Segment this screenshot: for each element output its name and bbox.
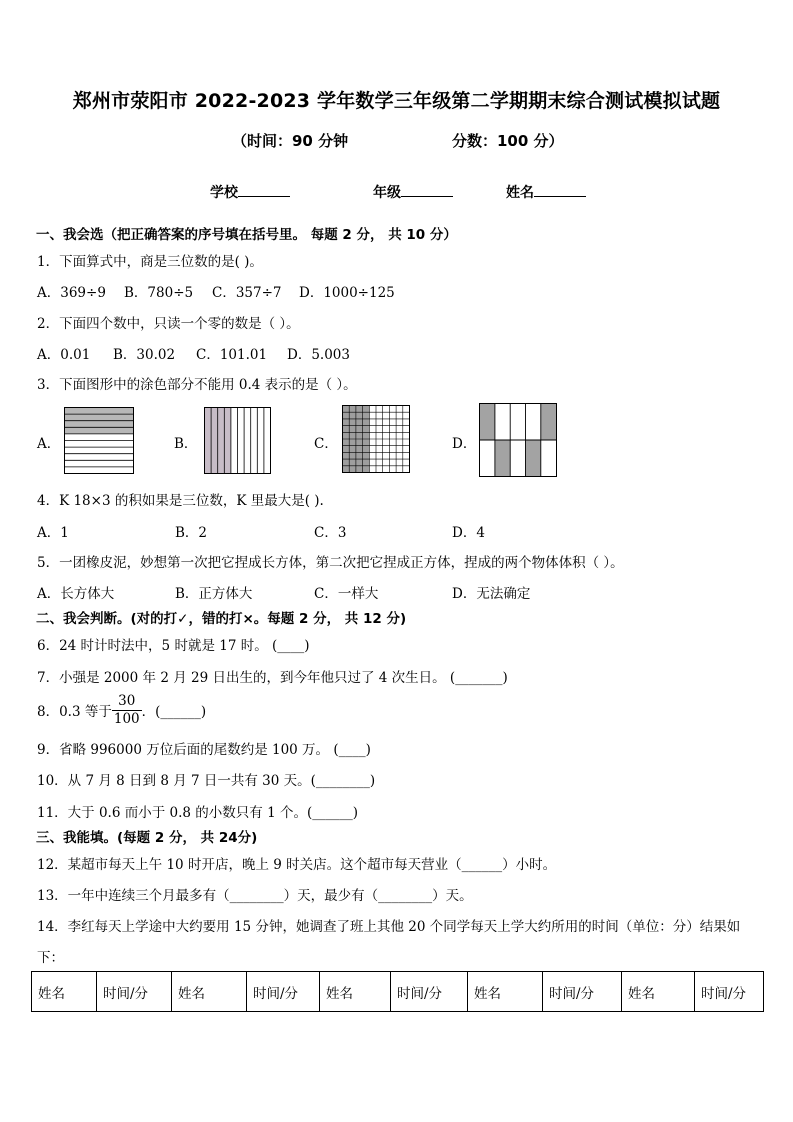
q8-numerator: 30 bbox=[112, 693, 142, 711]
question-4: 4．K 18×3 的积如果是三位数，K 里最大是( ). bbox=[37, 493, 324, 509]
section-3-heading: 三、我能填。(每题 2 分， 共 24分) bbox=[36, 830, 258, 846]
table-header-cell: 姓名 bbox=[32, 972, 97, 1012]
table-header-cell: 时间/分 bbox=[247, 972, 320, 1012]
section-1-heading: 一、我会选（把正确答案的序号填在括号里。 每题 2 分， 共 10 分） bbox=[36, 227, 457, 243]
question-13: 13．一年中连续三个月最多有（________）天，最少有（________）天。 bbox=[37, 888, 473, 904]
survey-table bbox=[31, 971, 764, 1012]
question-11: 11．大于 0.6 而小于 0.8 的小数只有 1 个。(______) bbox=[37, 805, 358, 821]
q1-option-b: B．780÷5 bbox=[124, 285, 194, 301]
table-header-cell: 时间/分 bbox=[695, 972, 764, 1012]
school-blank bbox=[238, 182, 290, 197]
school-field bbox=[210, 182, 290, 202]
question-1: 1．下面算式中，商是三位数的是( )。 bbox=[37, 254, 263, 270]
table-header-cell: 时间/分 bbox=[97, 972, 172, 1012]
grade-blank bbox=[401, 182, 453, 197]
question-3: 3．下面图形中的涂色部分不能用 0.4 表示的是（ ）。 bbox=[37, 377, 357, 393]
q1-option-a: A．369÷9 bbox=[37, 285, 106, 301]
name-blank bbox=[534, 182, 586, 197]
grade-field bbox=[373, 182, 453, 202]
grade-label: 年级 bbox=[373, 185, 401, 201]
q2-option-d: D．5.003 bbox=[287, 347, 350, 363]
q1-option-d: D．1000÷125 bbox=[299, 285, 395, 301]
q3-label-c: C． bbox=[314, 436, 338, 452]
question-6: 6．24 时计时法中，5 时就是 17 时。 (____) bbox=[37, 638, 310, 654]
q8-fraction bbox=[112, 693, 142, 728]
q4-option-d: D．4 bbox=[452, 525, 485, 541]
q2-option-b: B．30.02 bbox=[113, 347, 176, 363]
question-2: 2．下面四个数中，只读一个零的数是（ ）。 bbox=[37, 316, 300, 332]
question-5: 5．一团橡皮泥，妙想第一次把它捏成长方体，第二次把它捏成正方体，捏成的两个物体体积（ ）。 bbox=[37, 555, 624, 571]
table-header-cell: 姓名 bbox=[320, 972, 391, 1012]
q8-text: 8．0.3 等于 bbox=[37, 704, 112, 720]
school-label: 学校 bbox=[210, 185, 238, 201]
q3-label-d: D． bbox=[452, 436, 477, 452]
q3-figure-c bbox=[342, 405, 410, 473]
table-header-cell: 时间/分 bbox=[543, 972, 622, 1012]
q3-figure-a bbox=[64, 407, 134, 474]
q4-option-b: B．2 bbox=[175, 525, 208, 541]
q4-option-a: A．1 bbox=[37, 525, 69, 541]
q4-option-c: C．3 bbox=[314, 525, 347, 541]
q5-option-b: B．正方体大 bbox=[175, 586, 253, 602]
table-header-cell: 姓名 bbox=[622, 972, 695, 1012]
section-2-heading: 二、我会判断。(对的打✓，错的打×。每题 2 分， 共 12 分) bbox=[36, 611, 407, 627]
exam-time: （时间：90 分钟 bbox=[232, 132, 349, 150]
question-10: 10．从 7 月 8 日到 8 月 7 日一共有 30 天。(________) bbox=[37, 773, 376, 789]
q3-label-a: A． bbox=[37, 436, 61, 452]
exam-score: 分数：100 分） bbox=[452, 132, 564, 150]
name-field bbox=[506, 182, 586, 202]
q3-figure-d bbox=[479, 403, 557, 477]
q5-option-c: C．一样大 bbox=[314, 586, 379, 602]
q3-figure-b bbox=[204, 407, 271, 474]
q1-option-c: C．357÷7 bbox=[212, 285, 282, 301]
question-8 bbox=[37, 690, 206, 730]
table-row bbox=[32, 972, 764, 1012]
table-header-cell: 姓名 bbox=[172, 972, 247, 1012]
name-label: 姓名 bbox=[506, 185, 534, 201]
q8-blank: ．(______) bbox=[141, 704, 207, 720]
q5-option-d: D．无法确定 bbox=[452, 586, 531, 602]
table-header-cell: 时间/分 bbox=[391, 972, 468, 1012]
q2-option-a: A．0.01 bbox=[37, 347, 91, 363]
table-header-cell: 姓名 bbox=[468, 972, 543, 1012]
question-12: 12．某超市每天上午 10 时开店，晚上 9 时关店。这个超市每天营业（______）小时。 bbox=[37, 857, 557, 873]
question-14-line-1: 14．李红每天上学途中大约要用 15 分钟，她调查了班上其他 20 个同学每天上学大约所用的时间（单位：分）结果如 bbox=[37, 919, 741, 935]
q3-label-b: B． bbox=[174, 436, 198, 452]
question-14-line-2: 下： bbox=[37, 950, 64, 966]
page-title: 郑州市荥阳市 2022-2023 学年数学三年级第二学期期末综合测试模拟试题 bbox=[72, 90, 721, 112]
q5-option-a: A．长方体大 bbox=[37, 586, 115, 602]
question-7: 7．小强是 2000 年 2 月 29 日出生的，到今年他只过了 4 次生日。 (_______) bbox=[37, 670, 508, 686]
question-9: 9．省略 996000 万位后面的尾数约是 100 万。 (____) bbox=[37, 742, 371, 758]
q8-denominator: 100 bbox=[113, 710, 140, 727]
q2-option-c: C．101.01 bbox=[196, 347, 268, 363]
